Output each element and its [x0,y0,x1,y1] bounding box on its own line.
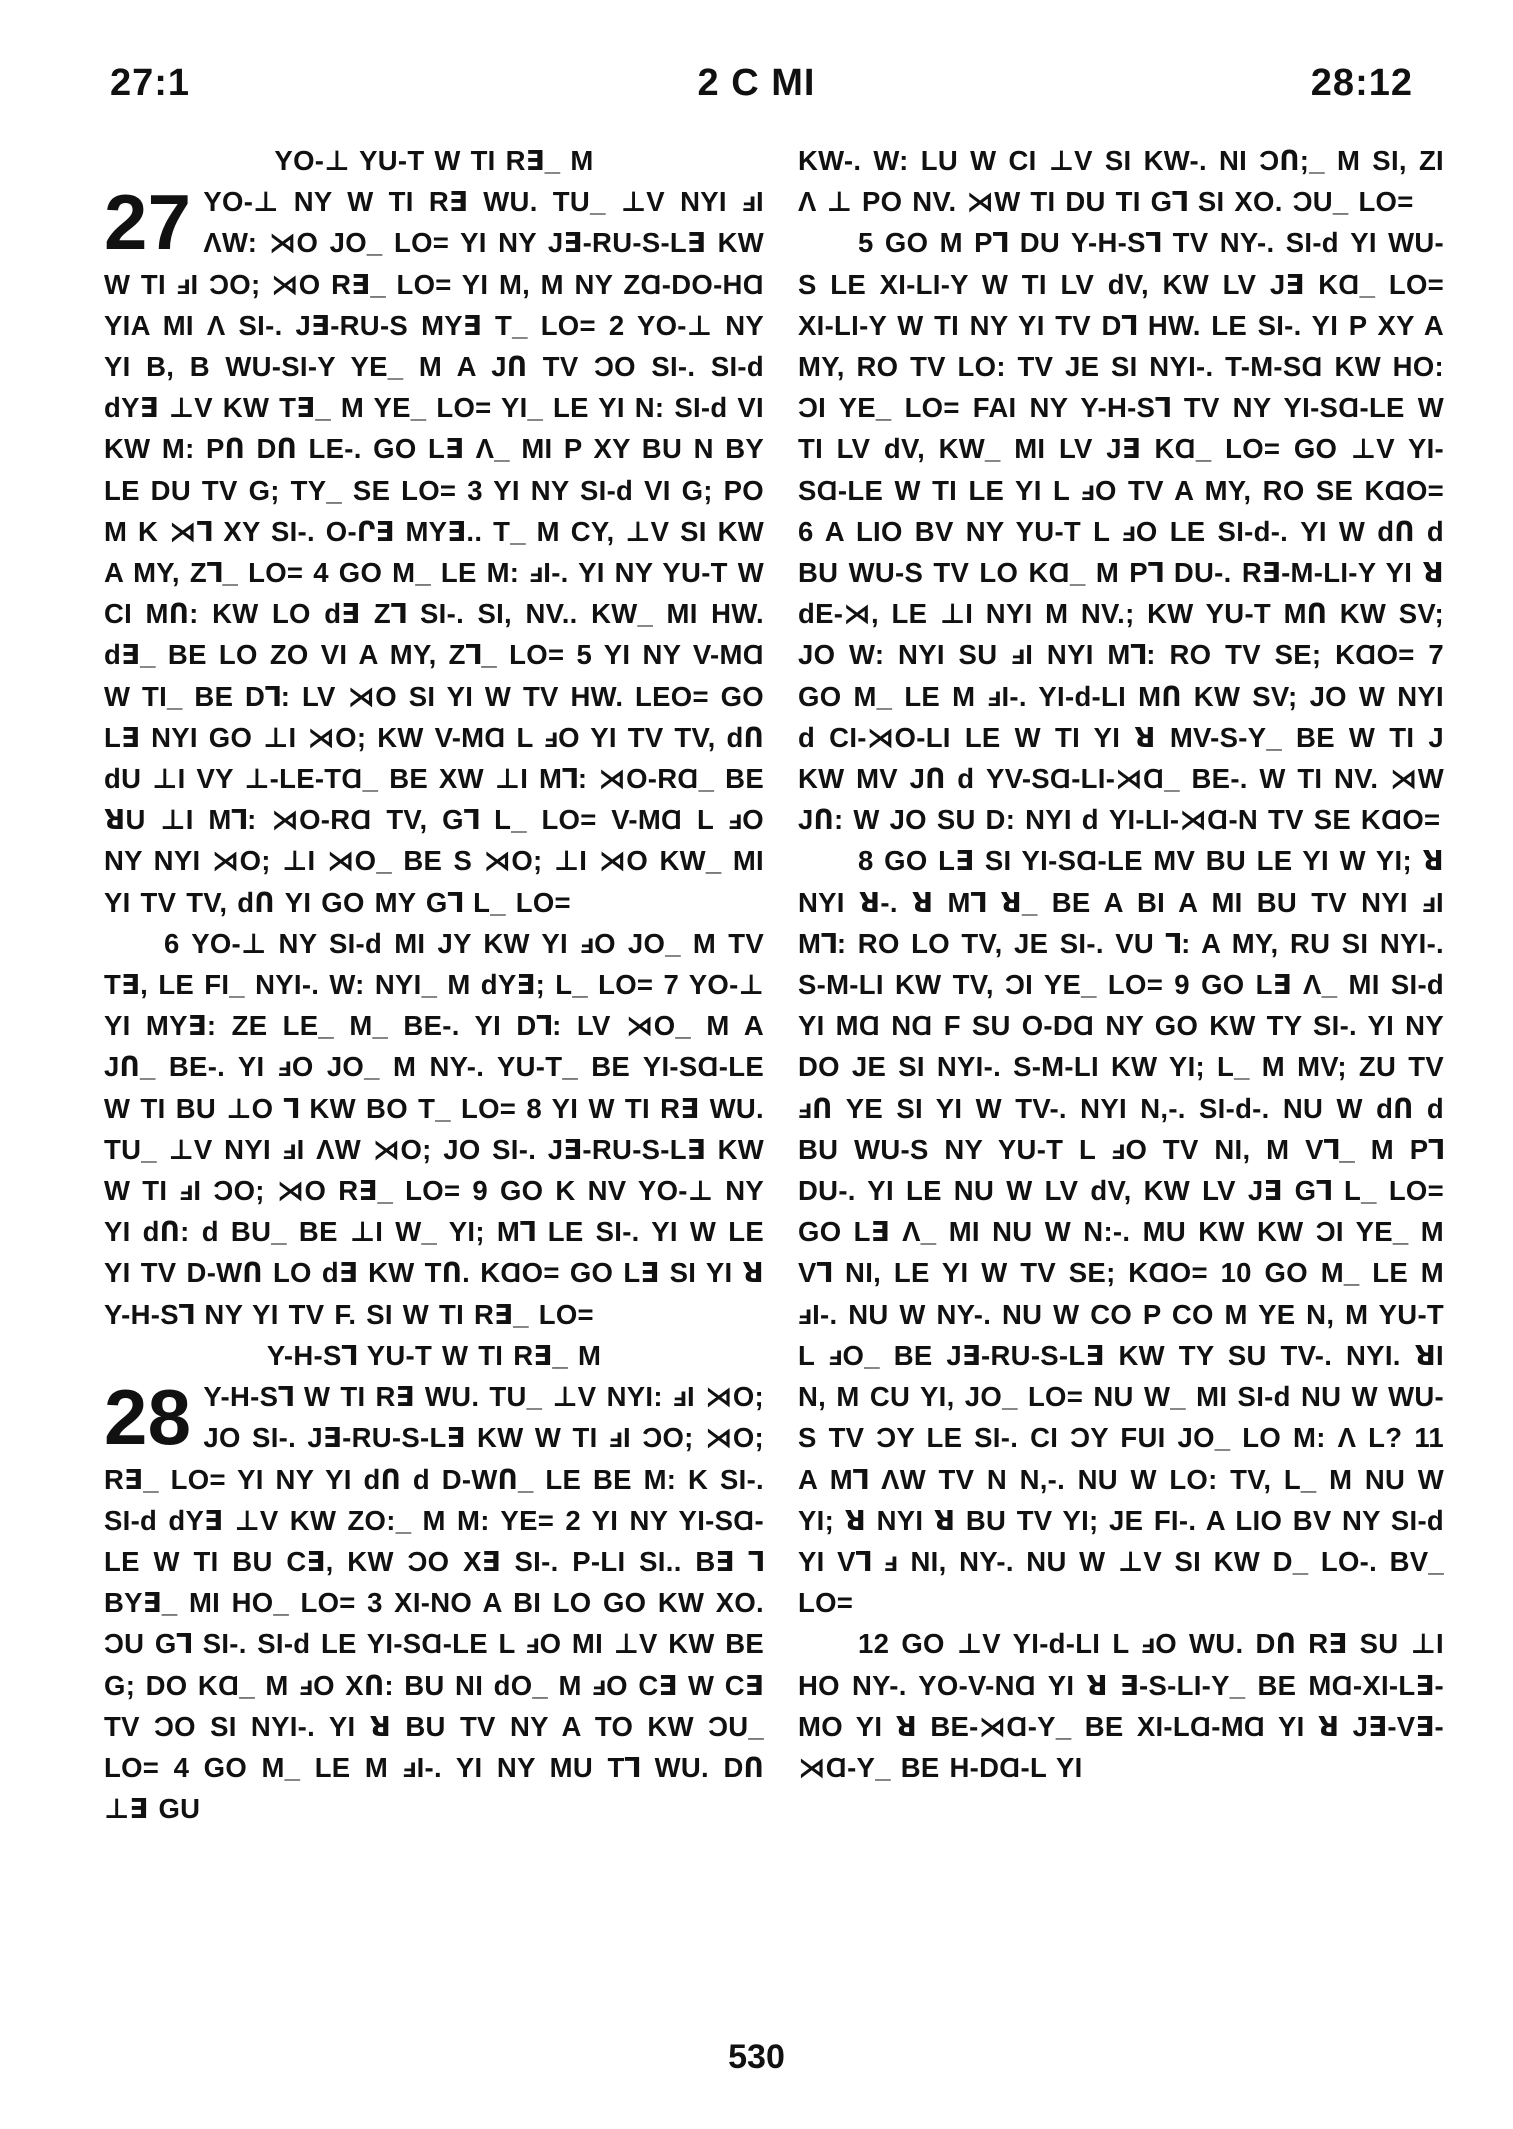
chapter-27-paragraph-2: 6 YO-⊥ NY SI-ԁ MI JY KW YI ⅎO JO_ M TV T∃, LE FI_ NYI-. W: NYI_ M ԁY∃; L_ LO= 7 YO-⊥ YI MY∃: ZE LE_ M_ BE-. YI D⅂: LV ⋊O_ M A JՈ_ BE-. YI ⅎO JO_ M NY-. YU-T_ BE YI-SⱭ-LE W TI BU ⊥O ⅂ KW BO T_ LO= 8 YI W TI R∃ WU. TU_ ⊥V NYI ⅎI ΛW ⋊O; JO SI-. J∃-RU-S-L∃ KW W TI ⅎI ƆO; ⋊O R∃_ LO= 9 GO K NV YO-⊥ NY YI ԁՈ: ԁ BU_ BE ⊥I W_ YI; M⅂ LE SI-. YI W LE YI TV D-WՈ LO ԁ∃ KW TՈ. KⱭO= GO L∃ SI YI ꓤ Y-H-S⅂ NY YI TV F. SI W TI R∃_ LO= [104,927,764,1330]
chapter-28-text: Y-H-S⅂ W TI R∃ WU. TU_ ⊥V NYI: ⅎI ⋊O; JO SI-. J∃-RU-S-L∃ KW W TI ⅎI ƆO; ⋊O; R∃_ LO= YI NY YI ԁՈ ԁ D-WՈ_ LE BE M: K SI-. SI-ԁ ԁY∃ ⊥V KW ZO:_ M M: YE= 2 YI NY YI-SⱭ-LE W TI BU C∃, KW ƆO X∃ SI-. P-LI SI.. B∃ ⅂ BY∃_ MI HO_ LO= 3 XI-NO A BI LO GO KW XO. ƆU G⅂ SI-. SI-ԁ LE YI-SⱭ-LE L ⅎO MI ⊥V KW BE G; DO KⱭ_ M ⅎO XՈ: BU NI ԁO_ M ⅎO C∃ W C∃ TV ƆO SI NYI-. YI ꓤ BU TV NY A TO KW ƆU_ LO= 4 GO M_ LE M ⅎI-. YI NY MU T⅂ WU. DՈ ⊥∃ GU [104,1381,764,1825]
left-column [104,140,764,1829]
chapter-27-number: 27 [104,178,192,267]
header-book-title: 2 C MI [697,62,816,104]
right-paragraph-4: 12 GO ⊥V YI-ԁ-LI L ⅎO WU. DՈ R∃ SU ⊥I HO NY-. YO-V-NⱭ YI ꓤ ∃-S-LI-Y_ BE MⱭ-XI-L∃-MO YI ꓤ BE-⋊Ɑ-Y_ BE XI-LⱭ-MⱭ YI ꓤ J∃-V∃-⋊Ɑ-Y_ BE H-DⱭ-L YI [798,1628,1444,1783]
chapter-27-paragraph [104,178,764,923]
right-paragraph-1: KW-. W: LU W CI ⊥V SI KW-. NI ƆՈ;_ M SI, ZI Λ ⊥ PO NV. ⋊W TI DU TI G⅂ SI XO. ƆU_ LO= [798,145,1444,218]
page-number: 530 [728,2038,785,2076]
chapter-27-text: YO-⊥ NY W TI R∃ WU. TU_ ⊥V NYI ⅎI ΛW: ⋊O JO_ LO= YI NY J∃-RU-S-L∃ KW W TI ⅎI ƆO; ⋊O R∃_ LO= YI M, M NY ZⱭ-DO-HⱭ YIA MI Λ SI-. J∃-RU-S MY∃ T_ LO= 2 YO-⊥ NY YI B, B WU-SI-Y YE_ M A JՈ TV ƆO SI-. SI-ԁ ԁY∃ ⊥V KW T∃_ M YE_ LO= YI_ LE YI N: SI-ԁ VI KW M: PՈ DՈ LE-. GO L∃ Λ_ MI P XY BU N BY LE DU TV G; TY_ SE LO= 3 YI NY SI-ԁ VI G; PO M K ⋊⅂ XY SI-. O-Ր∃ MY∃.. T_ M CY, ⊥V SI KW A MY, Z⅂_ LO= 4 GO M_ LE M: ⅎI-. YI NY YU-T W CI MՈ: KW LO ԁ∃ Z⅂ SI-. SI, NV.. KW_ MI HW. ԁ∃_ BE LO ZO VI A MY, Z⅂_ LO= 5 YI NY V-MⱭ W TI_ BE D⅂: LV ⋊O SI YI W TV HW. LEO= GO L∃ NYI GO ⊥I ⋊O; KW V-MⱭ L ⅎO YI TV TV, ԁՈ ԁU ⊥I VY ⊥-LE-TⱭ_ BE XW ⊥I M⅂: ⋊O-RⱭ_ BE ꓤU ⊥I M⅂: ⋊O-RⱭ TV, G⅂ L_ LO= V-MⱭ L ⅎO NY NYI ⋊O; ⊥I ⋊O_ BE S ⋊O; ⊥I ⋊O KW_ MI YI TV TV, ԁՈ YI GO MY G⅂ L_ LO= [104,186,764,918]
right-paragraph-3: 8 GO L∃ SI YI-SⱭ-LE MV BU LE YI W YI; ꓤ NYI ꓤ-. ꓤ M⅂ ꓤ_ BE A BI A MI BU TV NYI ⅎI M⅂: RO LO TV, JE SI-. VU ⅂: A MY, RU SI NYI-. S-M-LI KW TV, ƆI YE_ LO= 9 GO L∃ Λ_ MI SI-ԁ YI MⱭ NⱭ F SU O-DⱭ NY GO KW TY SI-. YI NY DO JE SI NYI-. S-M-LI KW YI; L_ M MV; ZU TV ⅎՈ YE SI YI W TV-. NYI N,-. SI-ԁ-. NU W ԁՈ ԁ BU WU-S NY YU-T L ⅎO TV NI, M V⅂_ M P⅂ DU-. YI LE NU W LV ԁV, KW LV J∃ G⅂ L_ LO= GO L∃ Λ_ MI NU W N:-. MU KW KW ƆI YE_ M V⅂ NI, LE YI W TV SE; KⱭO= 10 GO M_ LE M ⅎI-. NU W NY-. NU W CO P CO M YE N, M YU-T L ⅎO_ BE J∃-RU-S-L∃ KW TY SU TV-. NYI. ꓤI N, M CU YI, JO_ LO= NU W_ MI SI-ԁ NU W WU-S TV ƆY LE SI-. CI ƆY FUI JO_ LO M: Λ L? 11 A M⅂ ΛW TV N N,-. NU W LO: TV, L_ M NU W YI; ꓤ NYI ꓤ BU TV YI; JE FI-. A LIO BV NY SI-ԁ YI V⅂ ⅎ NI, NY-. NU W ⊥V SI KW D_ LO-. BV_ LO= [798,845,1444,1619]
right-column [798,140,1444,1788]
chapter-28-title: Y-H-S⅂ YU-T W TI R∃_ M [266,1339,602,1371]
chapter-28-number: 28 [104,1373,192,1462]
header-right-reference: 28:12 [1310,62,1413,104]
header-left-reference: 27:1 [110,62,191,104]
chapter-28-paragraph [104,1373,764,1829]
right-paragraph-2: 5 GO M P⅂ DU Y-H-S⅂ TV NY-. SI-ԁ YI WU-S LE XI-LI-Y W TI LV ԁV, KW LV J∃ KⱭ_ LO= XI-LI-Y W TI NY YI TV D⅂ HW. LE SI-. YI P XY A MY, RO TV LO: TV JE SI NYI-. T-M-SⱭ KW HO: ƆI YE_ LO= FAI NY Y-H-S⅂ TV NY YI-SⱭ-LE W TI LV ԁV, KW_ MI LV J∃ KⱭ_ LO= GO ⊥V YI-SⱭ-LE W TI LE YI L ⅎO TV A MY, RO SE KⱭO= 6 A LIO BV NY YU-T L ⅎO LE SI-ԁ-. YI W ԁՈ ԁ BU WU-S TV LO KⱭ_ M P⅂ DU-. R∃-M-LI-Y YI ꓤ ԁE-⋊, LE ⊥I NYI M NV.; KW YU-T MՈ KW SV; JO W: NYI SU ⅎI NYI M⅂: RO TV SE; KⱭO= 7 GO M_ LE M ⅎI-. YI-ԁ-LI MՈ KW SV; JO W NYI ԁ CI-⋊O-LI LE W TI YI ꓤ MV-S-Y_ BE W TI J KW MV JՈ ԁ YV-SⱭ-LI-⋊Ɑ_ BE-. W TI NV. ⋊W JՈ: W JO SU D: NYI ԁ YI-LI-⋊Ɑ-N TV SE KⱭO= [798,227,1444,836]
chapter-27-title: YO-⊥ YU-T W TI R∃_ M [274,145,594,176]
